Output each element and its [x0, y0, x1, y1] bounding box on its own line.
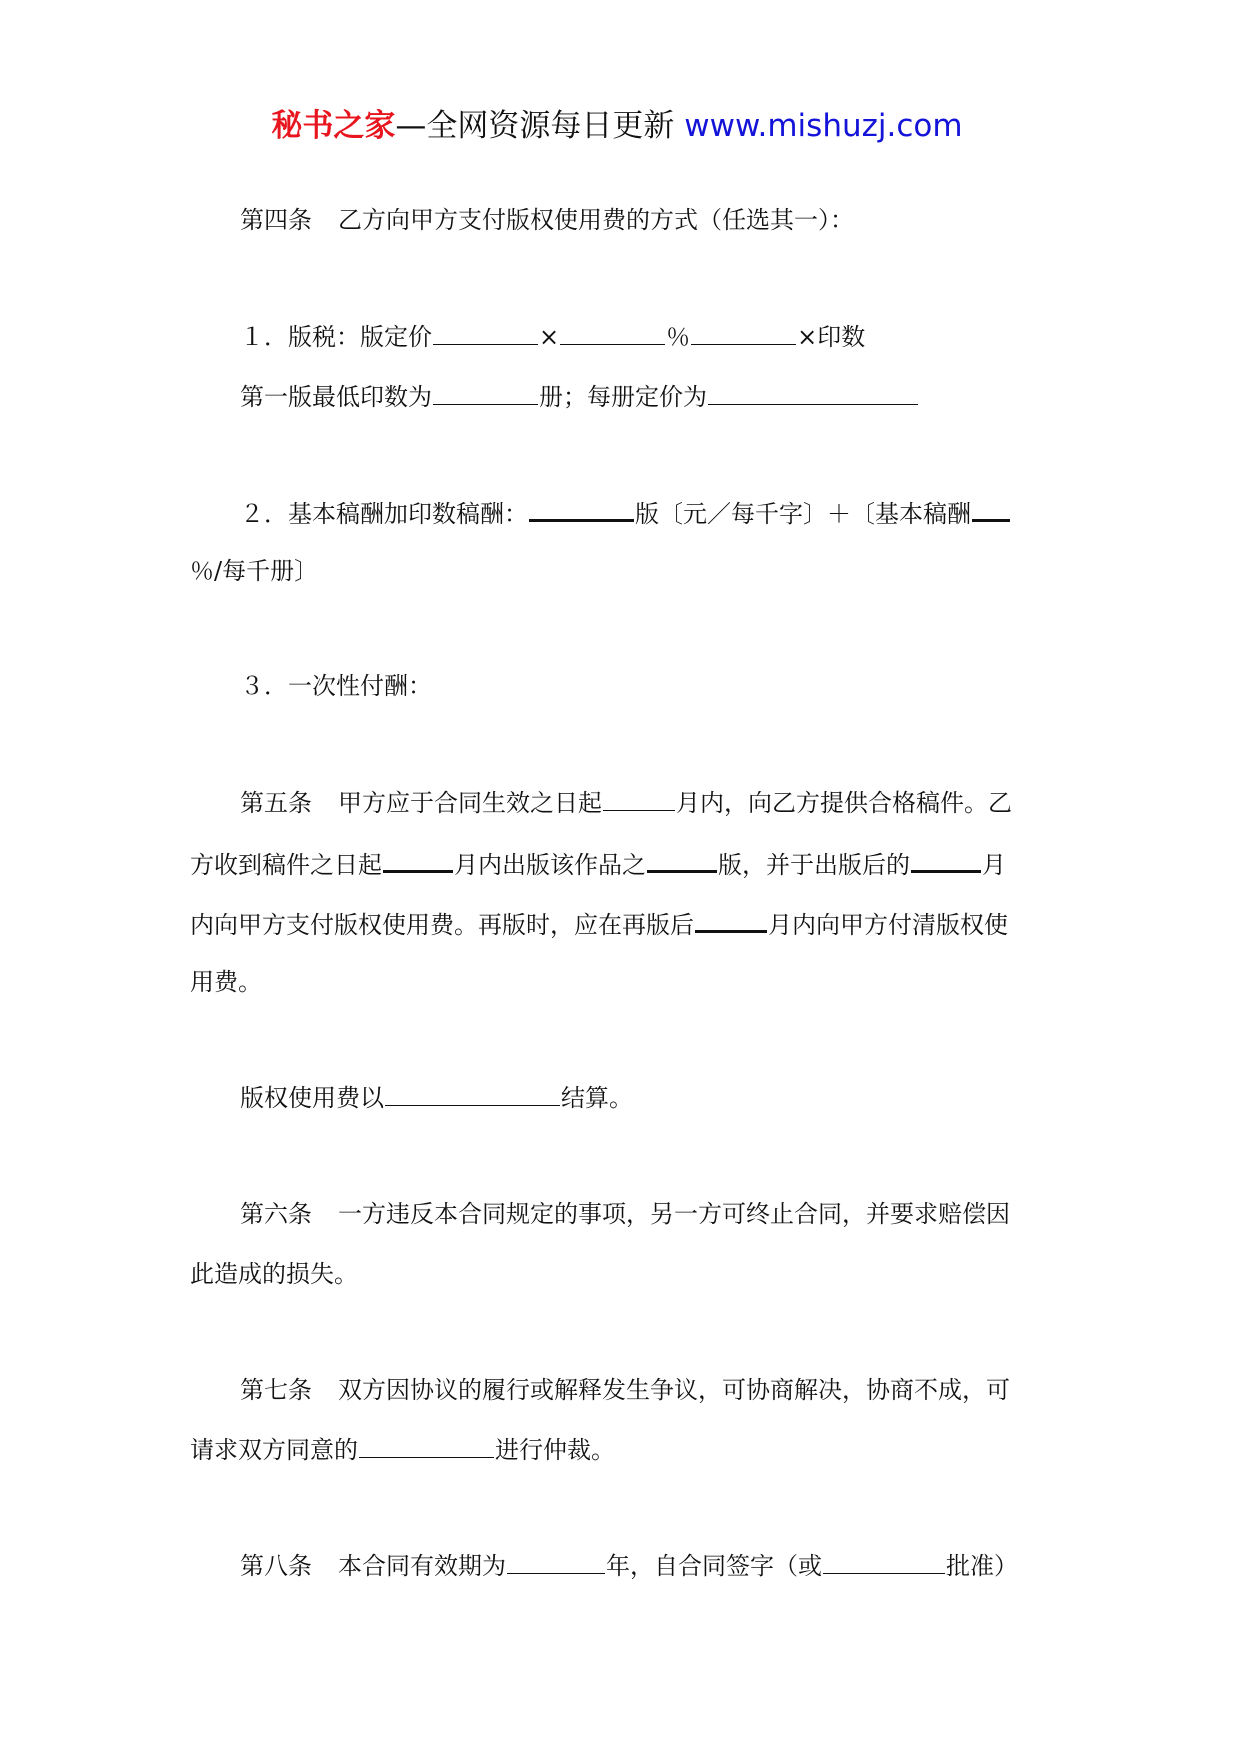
article-8-text-b: 本合同有效期为 [338, 1552, 506, 1580]
article-7-text-d: 进行仲裁。 [495, 1436, 615, 1464]
article-6-line-2 [190, 1259, 358, 1289]
article-7-text-b: 双方因协议的履行或解释发生争议，可协商解决，协商不成，可 [338, 1376, 1010, 1404]
article-6-label: 第六条 [240, 1200, 312, 1228]
blank-field[interactable] [603, 788, 675, 811]
blank-field[interactable] [529, 497, 634, 522]
blank-field[interactable] [823, 1551, 945, 1574]
item-1-text-e: 第一版最低印数为 [240, 383, 432, 411]
article-5-text-i: 月内向甲方付清版权使 [768, 911, 1008, 939]
article-5-line-3 [190, 908, 1008, 940]
article-5-label: 第五条 [240, 789, 312, 817]
article-5-line-4 [190, 967, 262, 997]
blank-field[interactable] [359, 1435, 494, 1458]
article-7-line-2 [190, 1435, 615, 1465]
item-2-text-c: ％/每千册〕 [190, 557, 319, 585]
item-2-text-a: ２．基本稿酬加印数稿酬： [240, 500, 528, 528]
article-5-text-d: 方收到稿件之日起 [190, 851, 382, 879]
article-7-text-c: 请求双方同意的 [190, 1436, 358, 1464]
blank-field[interactable] [383, 848, 453, 873]
article-7-line-1 [240, 1375, 1010, 1405]
item-2-text-b: 版〔元／每千字〕＋〔基本稿酬 [635, 500, 971, 528]
blank-field[interactable] [507, 1551, 605, 1574]
blank-field[interactable] [647, 848, 717, 873]
blank-field[interactable] [385, 1083, 560, 1106]
article-8-text-c: 年，自合同签字（或 [606, 1552, 822, 1580]
article-8-label: 第八条 [240, 1552, 312, 1580]
article-5-text-g: 月 [982, 851, 1006, 879]
item-1-text-b: × [539, 323, 560, 351]
article-5-text-h: 内向甲方支付版权使用费。再版时，应在再版后 [190, 911, 694, 939]
article-5-text-b: 甲方应于合同生效之日起 [338, 789, 602, 817]
blank-field[interactable] [433, 382, 538, 405]
article-6-text-b: 一方违反本合同规定的事项，另一方可终止合同，并要求赔偿因 [338, 1200, 1010, 1228]
article-5-line-2 [190, 848, 1006, 880]
item-1-text-d: ×印数 [797, 323, 866, 351]
item-1-text-a: １．版税：版定价 [240, 323, 432, 351]
item-1-text-c: ％ [666, 323, 691, 351]
blank-field[interactable] [972, 497, 1010, 522]
banner-brand: 秘书之家 [271, 108, 396, 144]
blank-field[interactable] [560, 322, 665, 345]
article-5-text-c: 月内，向乙方提供合格稿件。乙 [676, 789, 1012, 817]
article-6-text-c: 此造成的损失。 [190, 1260, 358, 1288]
settlement-text-a: 版权使用费以 [240, 1084, 384, 1112]
article-8-line [240, 1551, 1018, 1581]
item-1-line-2 [240, 382, 919, 412]
article-4-label: 第四条 [240, 206, 312, 234]
blank-field[interactable] [691, 322, 796, 345]
item-2-line-2 [190, 556, 318, 586]
blank-field[interactable] [433, 322, 538, 345]
article-5-text-j: 用费。 [190, 968, 262, 996]
item-3-text: ３．一次性付酬： [240, 672, 432, 700]
item-3-line [240, 671, 432, 701]
article-5-line-1 [240, 788, 1012, 818]
banner-slogan: —全网资源每日更新 [395, 108, 675, 144]
article-7-label: 第七条 [240, 1376, 312, 1404]
settlement-line [240, 1083, 633, 1113]
item-2-line [240, 497, 1011, 529]
blank-field[interactable] [695, 908, 767, 933]
article-5-text-f: 版，并于出版后的 [718, 851, 910, 879]
article-4-line [240, 205, 854, 235]
settlement-text-b: 结算。 [561, 1084, 633, 1112]
article-6-line-1 [240, 1199, 1010, 1229]
item-1-text-f: 册；每册定价为 [539, 383, 707, 411]
blank-field[interactable] [708, 382, 918, 405]
site-banner [0, 100, 1234, 145]
blank-field[interactable] [911, 848, 981, 873]
banner-url-link[interactable]: www.mishuzj.com [684, 108, 963, 144]
article-8-text-d: 批准） [946, 1552, 1018, 1580]
item-1-line [240, 322, 865, 352]
article-4-text: 乙方向甲方支付版权使用费的方式（任选其一）： [338, 206, 854, 234]
article-5-text-e: 月内出版该作品之 [454, 851, 646, 879]
